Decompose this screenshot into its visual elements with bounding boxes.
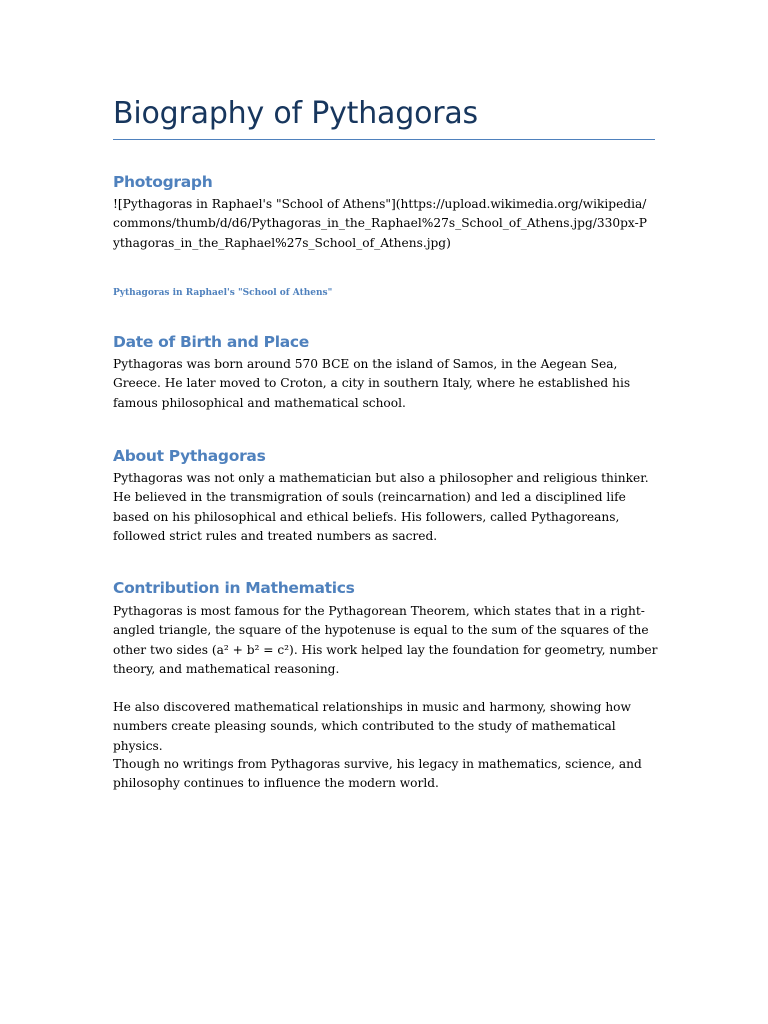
photograph-caption: Pythagoras in Raphael's "School of Athens" [113, 288, 333, 298]
about-heading: About Pythagoras [113, 447, 266, 465]
birth-heading: Date of Birth and Place [113, 333, 309, 351]
contribution-paragraph-1: Pythagoras is most famous for the Pythagorean Theorem, which states that in a right-angled triangle, the square of the hypotenuse is equal to the sum of the squares of the other two sides (a² + b² = c²). His work helped lay the foundation for geometry, number theory, and mathematical reasoning. [113, 604, 658, 676]
contribution-paragraph-2: He also discovered mathematical relationships in music and harmony, showing how numbers create pleasing sounds, which contributed to the study of mathematical physics. [113, 700, 631, 753]
title-underline [113, 139, 655, 140]
contribution-heading: Contribution in Mathematics [113, 579, 355, 597]
photograph-heading: Photograph [113, 173, 213, 191]
photograph-image-markdown: ![Pythagoras in Raphael's "School of Athens"](https://upload.wikimedia.org/wikipedia/commons/thumb/d/d6/Pythagoras_in_the_Raphael%27s_School_of_Athens.jpg/330px-Pythagoras_in_the_Raphael%27s_School_of_Athens.jpg) [113, 197, 647, 250]
birth-paragraph: Pythagoras was born around 570 BCE on the island of Samos, in the Aegean Sea, Greece. He later moved to Croton, a city in southern Italy, where he established his famous philosophical and mathematical school. [113, 357, 631, 410]
document-title: Biography of Pythagoras [113, 96, 478, 131]
about-paragraph: Pythagoras was not only a mathematician but also a philosopher and religious thinker. He believed in the transmigration of souls (reincarnation) and led a disciplined life based on his philosophical and ethical beliefs. His followers, called Pythagoreans, followed strict rules and treated numbers as sacred. [113, 471, 649, 543]
contribution-paragraph-3: Though no writings from Pythagoras survive, his legacy in mathematics, science, and philosophy continues to influence the modern world. [113, 757, 642, 791]
